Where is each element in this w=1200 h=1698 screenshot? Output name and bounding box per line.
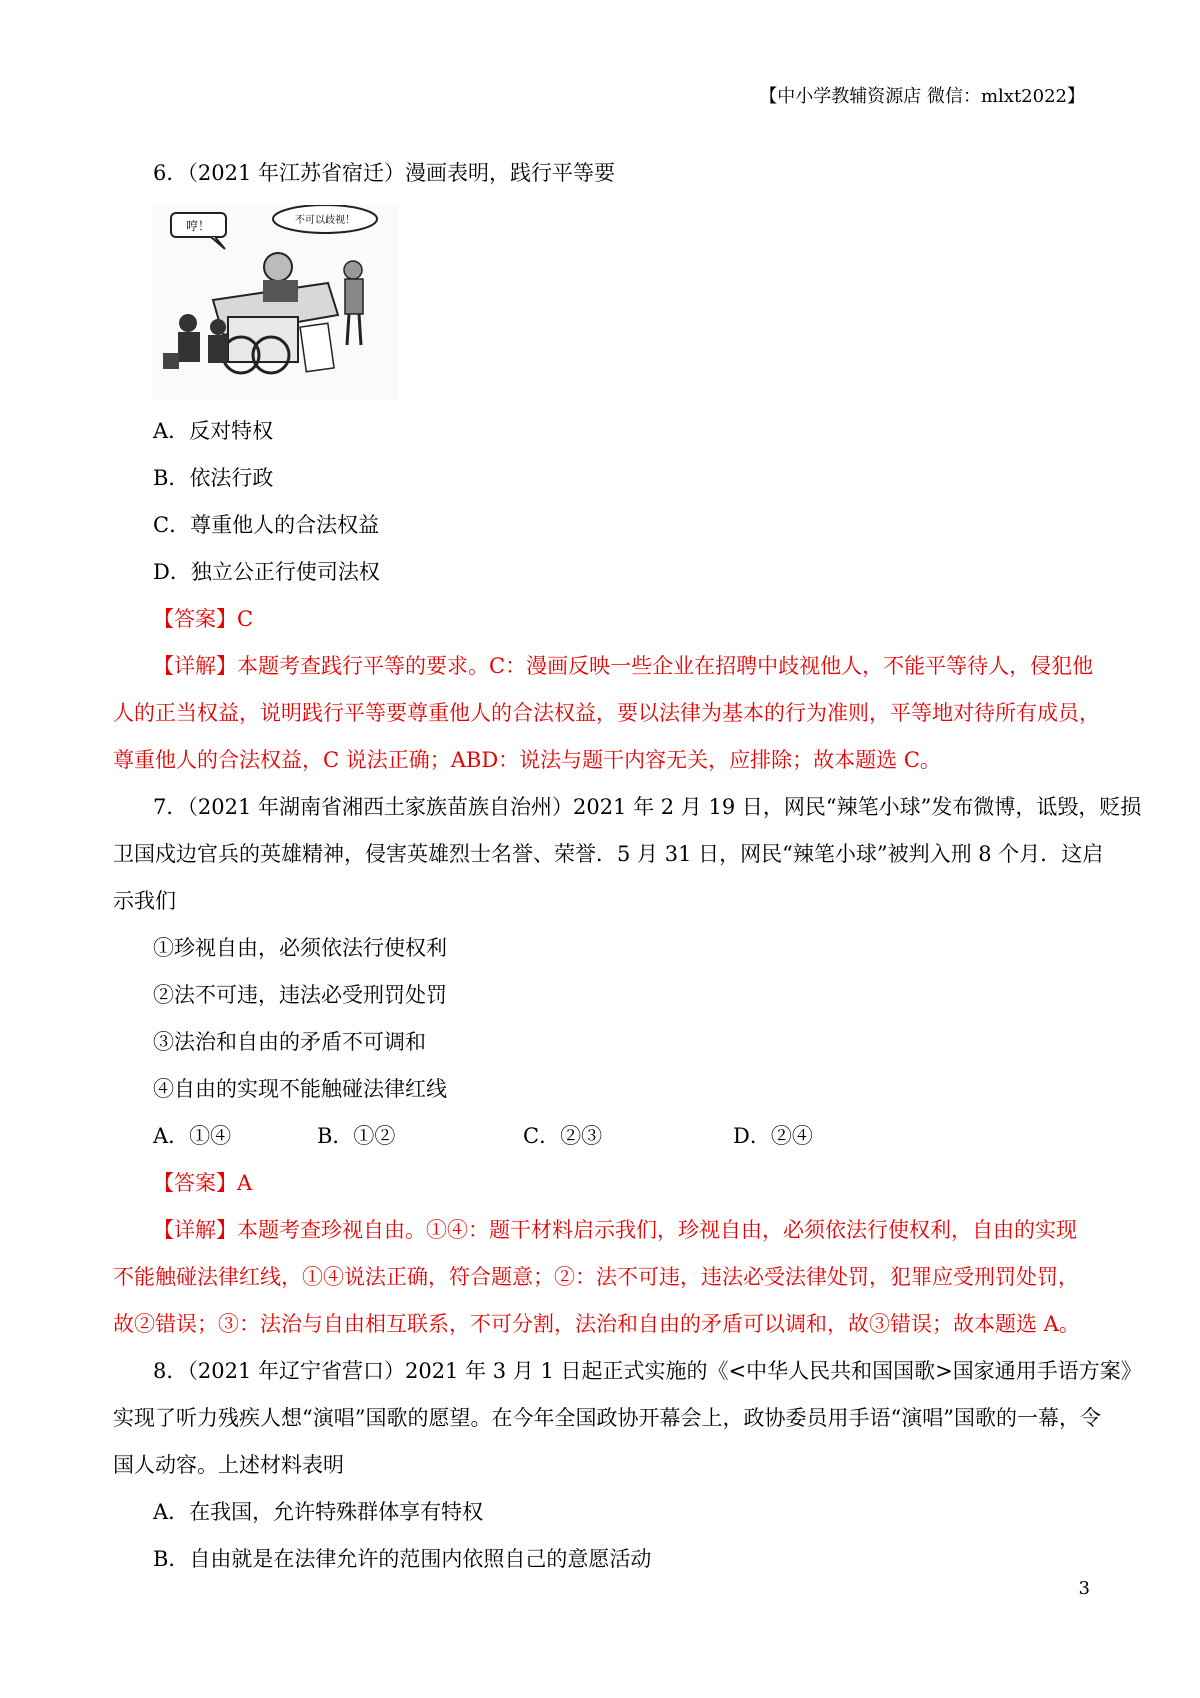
q7-statement-2: ②法不可违，违法必受刑罚处罚 [153, 983, 447, 1007]
q7-stem-line-3: 示我们 [113, 889, 176, 913]
q7-answer: 【答案】A [153, 1171, 253, 1195]
q7-explanation-line-3: 故②错误；③：法治与自由相互联系，不可分割，法治和自由的矛盾可以调和，故③错误；故本题选 A。 [113, 1312, 1080, 1336]
cartoon-bubble-right-text: 不可以歧视！ [295, 215, 355, 226]
q6-explanation-line-3: 尊重他人的合法权益，C 说法正确；ABD：说法与题干内容无关，应排除；故本题选 C。 [113, 748, 941, 772]
cartoon-bubble-left-text: 哼！ [185, 219, 211, 233]
q7-stem-line-1: 7．（2021 年湖南省湘西土家族苗族自治州）2021 年 2 月 19 日，网民“辣笔小球”发布微博，诋毁，贬损 [153, 795, 1142, 819]
q7-option-b: B．①② [317, 1124, 396, 1148]
q7-statement-3: ③法治和自由的矛盾不可调和 [153, 1030, 426, 1054]
cartoon-drawing [153, 205, 398, 400]
q7-explanation-line-2: 不能触碰法律红线，①④说法正确，符合题意；②：法不可违，违法必受法律处罚，犯罪应受刑罚处罚， [113, 1265, 1079, 1289]
q6-answer: 【答案】C [153, 607, 254, 631]
header-watermark-note: 【中小学教辅资源店 微信：mlxt2022】 [759, 86, 1085, 107]
q7-statement-1: ①珍视自由，必须依法行使权利 [153, 936, 447, 960]
q6-option-d: D．独立公正行使司法权 [153, 560, 380, 584]
q6-option-a: A．反对特权 [153, 419, 274, 443]
q8-stem-line-3: 国人动容。上述材料表明 [113, 1453, 344, 1477]
q7-explanation-line-1: 【详解】本题考查珍视自由。①④：题干材料启示我们，珍视自由，必须依法行使权利，自由的实现 [153, 1218, 1077, 1242]
q7-option-a: A．①④ [153, 1124, 232, 1148]
q6-cartoon-image [153, 205, 398, 400]
q6-option-c: C．尊重他人的合法权益 [153, 513, 380, 537]
q6-explanation-line-1: 【详解】本题考查践行平等的要求。C：漫画反映一些企业在招聘中歧视他人，不能平等待人，侵犯他 [153, 654, 1094, 678]
q7-statement-4: ④自由的实现不能触碰法律红线 [153, 1077, 447, 1101]
q8-stem-line-2: 实现了听力残疾人想“演唱”国歌的愿望。在今年全国政协开幕会上，政协委员用手语“演唱”国歌的一幕，令 [113, 1406, 1101, 1430]
page-number: 3 [1078, 1578, 1090, 1599]
q6-option-b: B．依法行政 [153, 466, 274, 490]
q7-stem-line-2: 卫国戍边官兵的英雄精神，侵害英雄烈士名誉、荣誉．5 月 31 日，网民“辣笔小球”被判入刑 8 个月．这启 [113, 842, 1104, 866]
page-content [113, 150, 1142, 1583]
q6-explanation-line-2: 人的正当权益，说明践行平等要尊重他人的合法权益，要以法律为基本的行为准则，平等地对待所有成员， [113, 701, 1100, 725]
q7-option-c: C．②③ [523, 1124, 603, 1148]
q8-option-a: A．在我国，允许特殊群体享有特权 [153, 1500, 484, 1524]
q8-stem-line-1: 8．（2021 年辽宁省营口）2021 年 3 月 1 日起正式实施的《<中华人民共和国国歌>国家通用手语方案》 [153, 1359, 1142, 1383]
q6-stem: 6．（2021 年江苏省宿迁）漫画表明，践行平等要 [153, 161, 615, 185]
q7-options-row [113, 1113, 1103, 1160]
q8-option-b: B．自由就是在法律允许的范围内依照自己的意愿活动 [153, 1547, 652, 1571]
q7-option-d: D．②④ [733, 1124, 813, 1148]
